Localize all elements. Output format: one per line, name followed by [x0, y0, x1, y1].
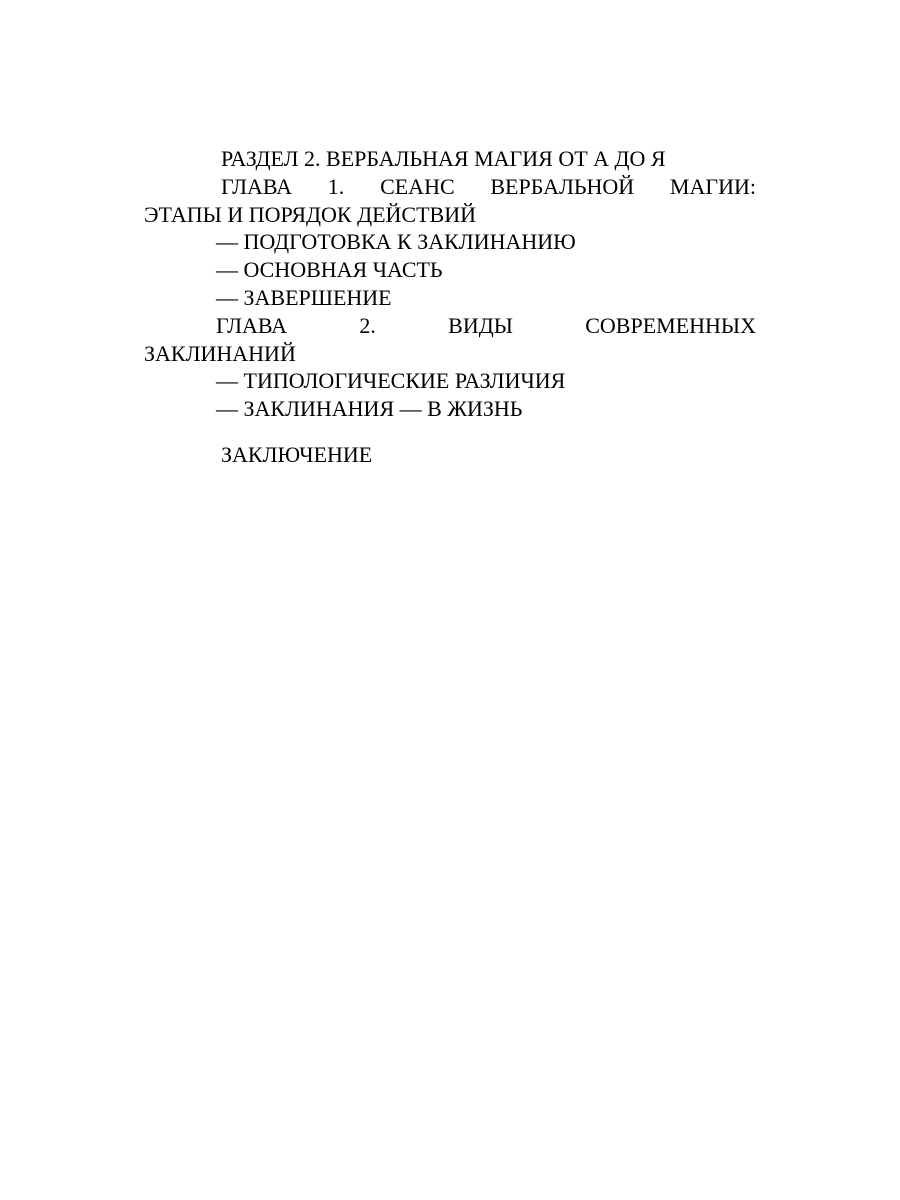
chapter-1-heading [144, 173, 756, 229]
chapter-1-item-preparation: — ПОДГОТОВКА К ЗАКЛИНАНИЮ [216, 229, 576, 255]
chapter-1-title-line-2: ЭТАПЫ И ПОРЯДОК ДЕЙСТВИЙ [144, 201, 476, 227]
chapter-2-heading [144, 312, 756, 368]
table-of-contents [144, 145, 756, 469]
chapter-2-title-line-1: ГЛАВА 2. ВИДЫ СОВРЕМЕННЫХ [216, 312, 756, 338]
section-title-text: РАЗДЕЛ 2. ВЕРБАЛЬНАЯ МАГИЯ ОТ А ДО Я [221, 146, 666, 171]
chapter-1-title-line-1: ГЛАВА 1. СЕАНС ВЕРБАЛЬНОЙ МАГИИ: [221, 173, 756, 199]
conclusion-title: ЗАКЛЮЧЕНИЕ [221, 441, 373, 467]
chapter-2-title-line-2: ЗАКЛИНАНИЙ [144, 340, 296, 366]
section-title [144, 145, 756, 173]
chapter-1-item-main-part: — ОСНОВНАЯ ЧАСТЬ [216, 257, 443, 283]
chapter-2-item-into-life: — ЗАКЛИНАНИЯ — В ЖИЗНЬ [216, 396, 523, 422]
spacer [144, 423, 756, 441]
chapter-1-item-completion: — ЗАВЕРШЕНИЕ [216, 284, 392, 310]
chapter-2-item-typology: — ТИПОЛОГИЧЕСКИЕ РАЗЛИЧИЯ [216, 368, 566, 394]
